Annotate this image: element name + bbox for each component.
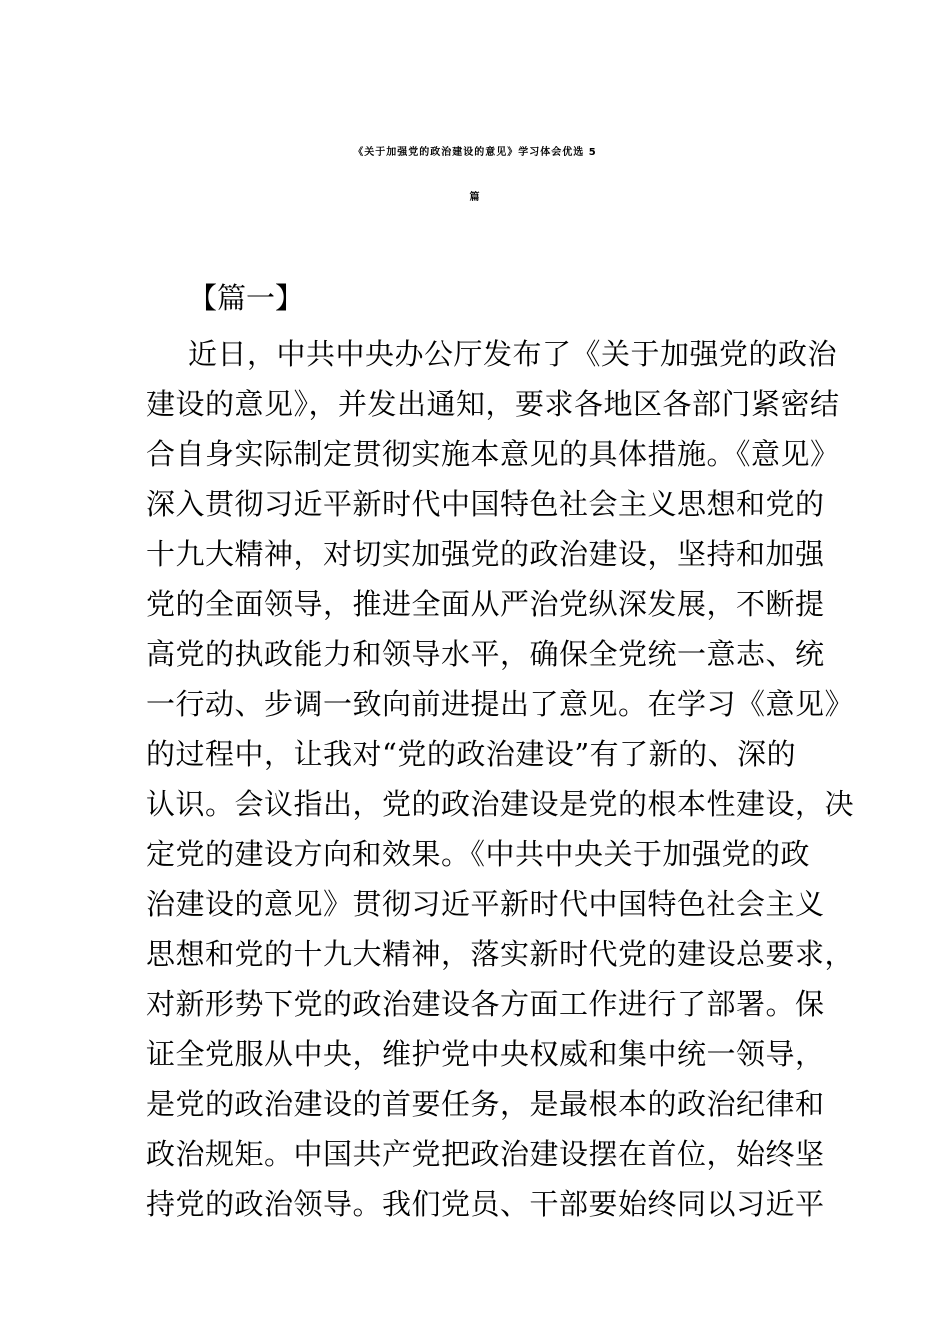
- paragraph-line: 定党的建设方向和效果。《中共中央关于加强党的政: [146, 837, 811, 871]
- paragraph-line: 治建设的意见》贯彻习近平新时代中国特色社会主义: [146, 887, 825, 921]
- document-title-line-2: 篇: [469, 192, 481, 203]
- paragraph-line: 近日，中共中央办公厅发布了《关于加强党的政治: [188, 337, 838, 371]
- paragraph-line: 深入贯彻习近平新时代中国特色社会主义思想和党的: [146, 487, 825, 521]
- paragraph-line: 政治规矩。中国共产党把政治建设摆在首位，始终坚: [146, 1137, 825, 1171]
- paragraph-line: 对新形势下党的政治建设各方面工作进行了部署。保: [146, 987, 825, 1021]
- paragraph-line: 合自身实际制定贯彻实施本意见的具体措施。《意见》: [146, 437, 840, 471]
- paragraph-line: 证全党服从中央，维护党中央权威和集中统一领导，: [146, 1037, 825, 1071]
- paragraph-line: 高党的执政能力和领导水平，确保全党统一意志、统: [146, 637, 825, 671]
- paragraph-line: 十九大精神，对切实加强党的政治建设，坚持和加强: [146, 537, 825, 571]
- document-title-line-1: 《关于加强党的政治建设的意见》学习体会优选 5: [353, 147, 597, 158]
- paragraph-line: 思想和党的十九大精神，落实新时代党的建设总要求，: [146, 937, 855, 971]
- paragraph-line: 的过程中，让我对“党的政治建设”有了新的、深的: [146, 737, 797, 771]
- paragraph-line: 是党的政治建设的首要任务，是最根本的政治纪律和: [146, 1087, 825, 1121]
- paragraph-line: 持党的政治领导。我们党员、干部要始终同以习近平: [146, 1187, 825, 1221]
- paragraph-line: 一行动、步调一致向前进提出了意见。在学习《意见》: [146, 687, 855, 721]
- paragraph-line: 认识。会议指出，党的政治建设是党的根本性建设，决: [146, 787, 855, 821]
- paragraph-line: 党的全面领导，推进全面从严治党纵深发展，不断提: [146, 587, 825, 621]
- section-heading: 【篇一】: [188, 281, 305, 315]
- paragraph-line: 建设的意见》，并发出通知，要求各地区各部门紧密结: [146, 387, 840, 421]
